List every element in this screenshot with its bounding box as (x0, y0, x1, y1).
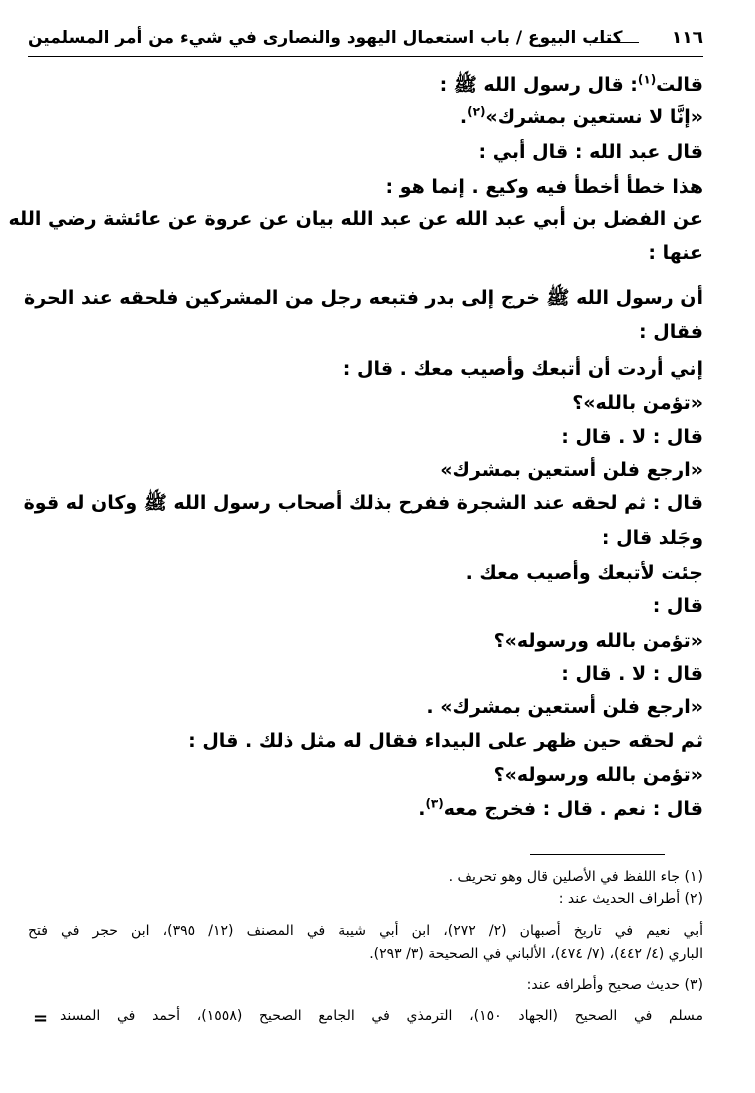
text-line: قال : (652, 595, 703, 617)
text-line: «ارجع فلن أستعين بمشرك» . (426, 696, 703, 718)
footnote: مسلم في الصحيح (الجهاد ١٥٠)، الترمذي في الجامع الصحيح (١٥٥٨)، أحمد في المسند (60, 1008, 704, 1024)
text-line: عن الفضل بن أبي عبد الله عن عبد الله بيان عن عروة عن عائشة رضي الله (8, 208, 703, 230)
text-line: قال : لا . قال : (561, 426, 703, 448)
text-line: «تؤمن بالله ورسوله»؟ (493, 764, 703, 786)
text-line: قال : لا . قال : (561, 663, 703, 685)
footnote-separator (530, 854, 665, 855)
text-line: وجَلد قال : (601, 527, 703, 549)
footnote-ref: (٢) (467, 104, 486, 119)
footnote: أبي نعيم في تاريخ أصبهان (٢/ ٢٧٢)، ابن أبي شيبة في المصنف (١٢/ ٣٩٥)، ابن حجر في فتح (28, 923, 703, 939)
header-title: كتاب البيوع / باب استعمال اليهود والنصارى في شيء من أمر المسلمين (28, 28, 623, 48)
text-line: عنها : (648, 242, 703, 264)
text-line: جئت لأتبعك وأصيب معك . (465, 562, 703, 584)
footnote: (١) جاء اللفظ في الأصلين قال وهو تحريف . (448, 869, 703, 885)
text-line: «ارجع فلن أستعين بمشرك» (440, 459, 703, 481)
text-line: قال : ثم لحقه عند الشجرة ففرح بذلك أصحاب رسول الله ﷺ وكان له قوة (23, 492, 703, 514)
page-number: ١١٦ (671, 28, 703, 48)
text-line: إني أردت أن أتبعك وأصيب معك . قال : (342, 358, 703, 380)
footnote-ref: (٣) (425, 796, 444, 811)
footnote: (٣) حديث صحيح وأطرافه عند: (526, 977, 703, 993)
text-line: «إنَّا لا نستعين بمشرك»$^{(٢)}$. (459, 104, 703, 128)
footnote-ref: (١) (637, 72, 657, 87)
text-line: «تؤمن بالله ورسوله»؟ (493, 630, 703, 652)
text-line: قال عبد الله : قال أبي : (478, 141, 703, 163)
running-header (28, 24, 703, 57)
text-line: قالت$^{(١)}$: قال رسول الله ﷺ : (439, 72, 703, 96)
text-line: قال : نعم . قال : فخرج معه$^{(٣)}$. (418, 796, 703, 820)
continuation-mark: = (33, 1008, 49, 1029)
text-line: أن رسول الله ﷺ خرج إلى بدر فتبعه رجل من المشركين فلحقه عند الحرة (23, 287, 703, 309)
footnote: (٢) أطراف الحديث عند : (558, 891, 703, 907)
footnote: الباري (٤/ ٤٤٢)، (٧/ ٤٧٤)، الألباني في الصحيحة (٣/ ٢٩٣). (369, 946, 703, 962)
text-line: ثم لحقه حين ظهر على البيداء فقال له مثل ذلك . قال : (188, 730, 703, 752)
text-line: هذا خطأ أخطأ فيه وكيع . إنما هو : (385, 176, 703, 198)
text-line: فقال : (639, 321, 703, 343)
text-line: «تؤمن بالله»؟ (572, 392, 703, 414)
